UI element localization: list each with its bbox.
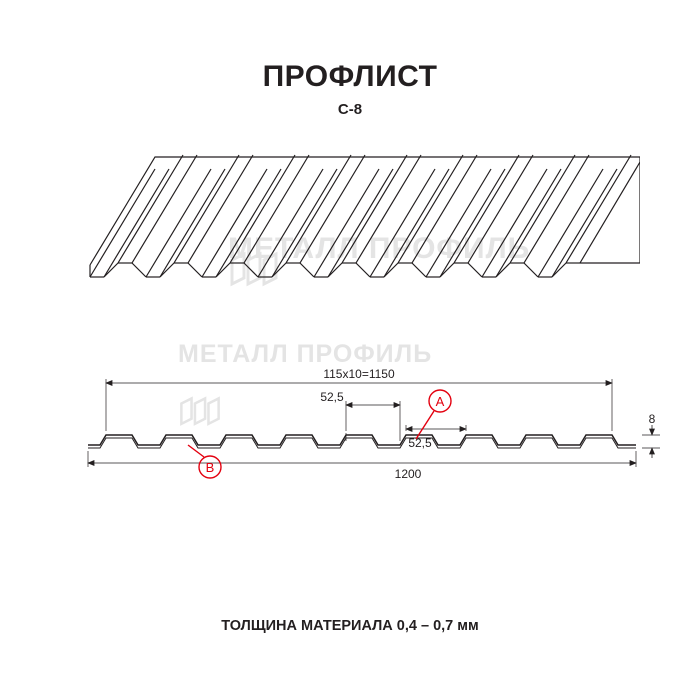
dimension-total-width: 1200	[394, 467, 422, 481]
product-model: С-8	[337, 101, 363, 118]
callout-a	[416, 390, 451, 439]
cross-section-view	[60, 355, 660, 495]
dimension-top-span: 115х10=1150	[323, 367, 395, 381]
watermark-text-top: МЕТАЛЛ ПРОФИЛЬ	[228, 232, 531, 265]
dimension-height: 8	[648, 412, 656, 426]
material-thickness-note: ТОЛЩИНА МАТЕРИАЛА 0,4 – 0,7 мм	[221, 618, 479, 634]
watermark-text-bottom: МЕТАЛЛ ПРОФИЛЬ	[178, 340, 433, 368]
callout-b	[188, 445, 221, 478]
callout-a-label: A	[435, 394, 445, 409]
dimension-pitch-upper: 52,5	[320, 390, 344, 404]
dimension-pitch-lower: 52,5	[408, 436, 432, 450]
callout-b-label: B	[205, 460, 215, 475]
page-title: ПРОФЛИСТ	[262, 60, 438, 93]
isometric-view	[60, 140, 640, 320]
